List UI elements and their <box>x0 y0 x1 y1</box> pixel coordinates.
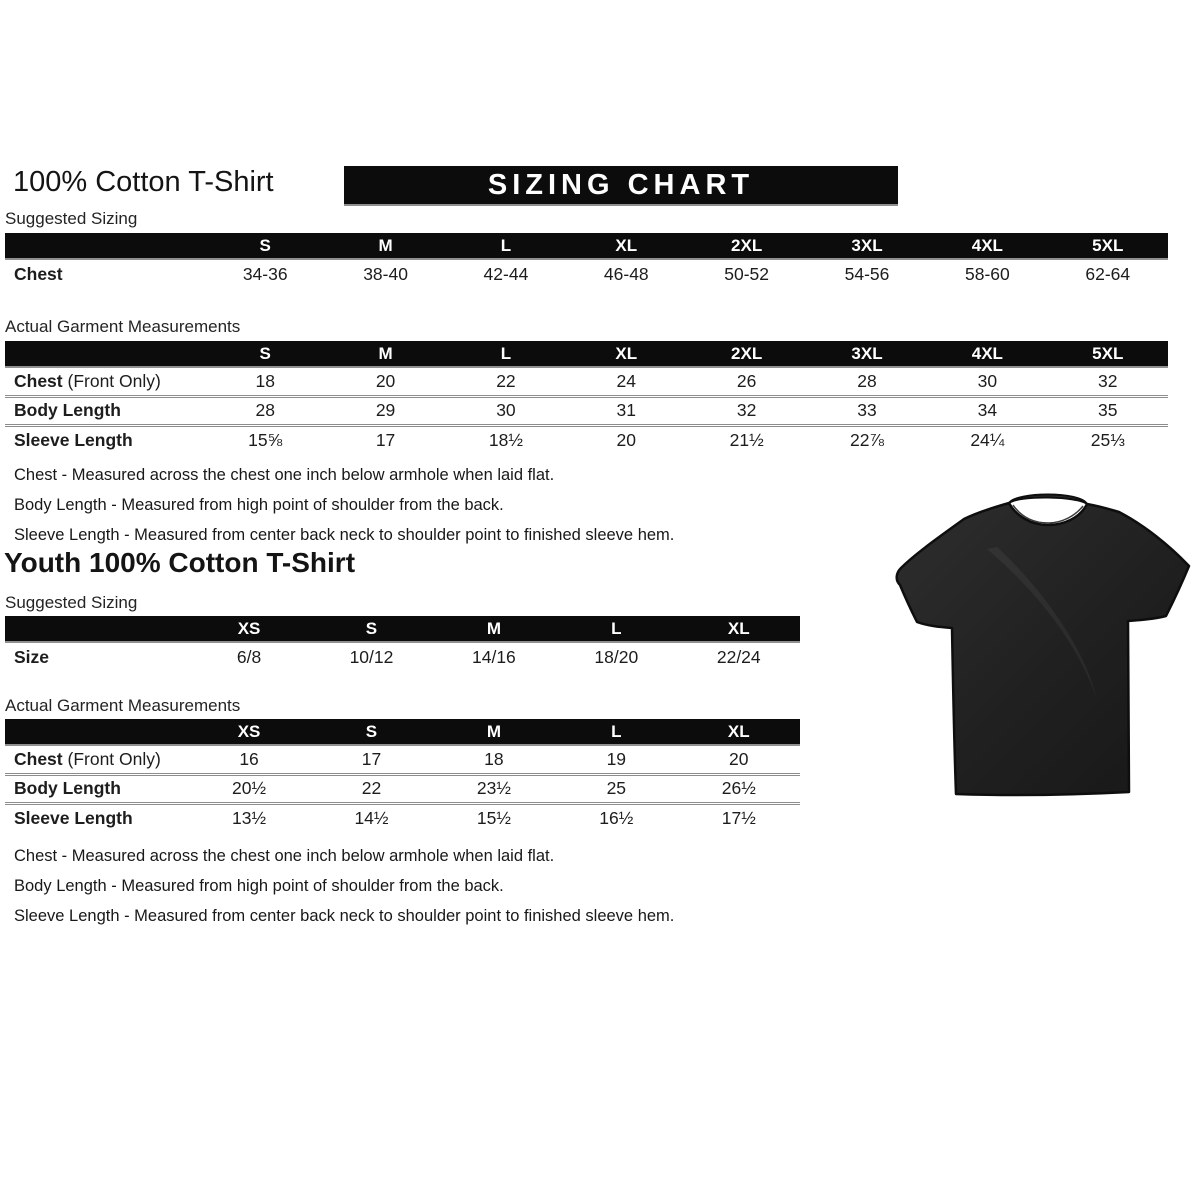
sizing-chart-banner <box>344 166 898 206</box>
measurement-value: 33 <box>857 400 877 420</box>
size-column-header: M <box>325 341 445 367</box>
measurement-value: 25 <box>606 778 627 798</box>
youth-suggested-sizing-table <box>5 616 800 671</box>
measurement-value: 16 <box>239 748 259 769</box>
size-table-header-row <box>5 341 1168 367</box>
row-label: Sleeve Length <box>14 429 133 450</box>
size-table-header-row <box>5 719 800 745</box>
adult-actual-measurements-table <box>5 341 1168 454</box>
adult-suggested-sizing-table <box>5 233 1168 288</box>
measurement-value: 21½ <box>729 429 764 450</box>
measurement-value: 32 <box>1098 370 1118 391</box>
measurement-value: 26 <box>736 370 757 391</box>
measurement-row <box>5 803 800 832</box>
measurement-value: 18 <box>484 748 504 769</box>
row-label: Body Length <box>14 400 121 420</box>
header-corner-cell <box>5 719 188 745</box>
measurement-row <box>5 259 1168 288</box>
measurement-value: 19 <box>606 748 627 769</box>
measurement-value: 54-56 <box>844 263 890 284</box>
size-column-header: 2XL <box>686 233 806 259</box>
measurement-value: 13½ <box>232 807 267 828</box>
measurement-value: 38-40 <box>363 263 408 284</box>
measurement-value: 18/20 <box>594 646 639 667</box>
measurement-value: 28 <box>857 370 877 391</box>
measurement-value: 32 <box>736 400 757 420</box>
measurement-row <box>5 367 1168 396</box>
size-column-header: XS <box>188 719 310 745</box>
measurement-value: 50-52 <box>724 263 770 284</box>
size-column-header: XL <box>678 719 800 745</box>
youth-actual-measurements-label: Actual Garment Measurements <box>5 696 800 722</box>
measurement-value: 20 <box>616 429 637 450</box>
measurement-value: 15⅝ <box>248 429 283 450</box>
measurement-value: 22 <box>496 370 516 391</box>
measurement-value: 16½ <box>599 807 634 828</box>
row-label: Chest (Front Only) <box>14 370 161 391</box>
black-tshirt-photo <box>892 489 1194 809</box>
size-column-header: S <box>205 341 325 367</box>
note-sleeve-length: Sleeve Length - Measured from center back neck to shoulder point to finished sleeve hem. <box>14 907 675 925</box>
measurement-value: 31 <box>616 400 637 420</box>
size-column-header: XL <box>566 233 686 259</box>
measurement-value: 42-44 <box>483 263 529 284</box>
measurement-row <box>5 745 800 774</box>
header-corner-cell <box>5 233 205 259</box>
measurement-value: 29 <box>375 400 396 420</box>
size-column-header: L <box>446 341 566 367</box>
size-column-header: XS <box>188 616 310 642</box>
note-chest: Chest - Measured across the chest one inch below armhole when laid flat. <box>14 847 555 865</box>
size-table-header-row <box>5 233 1168 259</box>
measurement-value: 34 <box>977 400 998 420</box>
measurement-row <box>5 774 800 803</box>
measurement-value: 18½ <box>488 429 523 450</box>
adult-actual-measurements-label: Actual Garment Measurements <box>5 317 1168 343</box>
measurement-row <box>5 396 1168 425</box>
row-label: Chest (Front Only) <box>14 748 161 769</box>
measurement-value: 22 <box>361 778 382 798</box>
size-column-header: 3XL <box>807 233 927 259</box>
tshirt-body-shape <box>897 503 1189 795</box>
measurement-value: 35 <box>1098 400 1118 420</box>
measurement-value: 17 <box>361 748 382 769</box>
measurement-value: 14/16 <box>472 646 516 667</box>
row-label: Size <box>14 646 50 667</box>
measurement-value: 15½ <box>476 807 511 828</box>
youth-actual-measurements-table <box>5 719 800 832</box>
measurement-value: 20½ <box>232 778 267 798</box>
sizing-chart-banner-label: SIZING CHART <box>487 168 755 201</box>
measurement-value: 62-64 <box>1085 263 1131 284</box>
measurement-value: 28 <box>255 400 275 420</box>
size-column-header: L <box>555 616 677 642</box>
tshirt-illustration <box>892 489 1194 809</box>
size-column-header: 5XL <box>1048 341 1168 367</box>
size-table-header-row <box>5 616 800 642</box>
size-column-header: 4XL <box>927 233 1047 259</box>
size-column-header: 5XL <box>1048 233 1168 259</box>
youth-suggested-sizing-label: Suggested Sizing <box>5 593 800 619</box>
note-body-length: Body Length - Measured from high point of shoulder from the back. <box>14 877 504 895</box>
note-chest: Chest - Measured across the chest one inch below armhole when laid flat. <box>14 466 555 484</box>
measurement-value: 58-60 <box>964 263 1010 284</box>
youth-measurement-notes <box>14 841 674 931</box>
adult-section-title: 100% Cotton T-Shirt <box>13 166 274 198</box>
size-column-header: L <box>555 719 677 745</box>
measurement-value: 22⅞ <box>849 429 885 450</box>
size-column-header: 2XL <box>686 341 806 367</box>
measurement-value: 30 <box>977 370 998 391</box>
size-column-header: M <box>433 616 555 642</box>
size-column-header: XL <box>678 616 800 642</box>
measurement-value: 22/24 <box>716 646 761 667</box>
row-label: Body Length <box>14 778 121 798</box>
measurement-value: 20 <box>375 370 396 391</box>
measurement-value: 30 <box>496 400 516 420</box>
tshirt-collar <box>1009 495 1087 505</box>
row-label: Chest <box>14 263 63 284</box>
adult-measurement-notes <box>14 460 674 550</box>
note-sleeve-length: Sleeve Length - Measured from center back neck to shoulder point to finished sleeve hem. <box>14 526 675 544</box>
measurement-value: 34-36 <box>242 263 288 284</box>
adult-suggested-sizing-label: Suggested Sizing <box>5 209 1168 235</box>
measurement-row <box>5 642 800 671</box>
size-column-header: XL <box>566 341 686 367</box>
measurement-value: 24 <box>616 370 637 391</box>
measurement-value: 24¼ <box>970 429 1005 450</box>
size-column-header: M <box>325 233 445 259</box>
youth-section-title: Youth 100% Cotton T-Shirt <box>4 547 356 578</box>
size-column-header: 4XL <box>927 341 1047 367</box>
row-label: Sleeve Length <box>14 807 133 828</box>
measurement-value: 17 <box>375 429 396 450</box>
measurement-value: 26½ <box>721 778 756 798</box>
measurement-value: 25⅓ <box>1090 429 1125 450</box>
size-column-header: L <box>446 233 566 259</box>
size-column-header: M <box>433 719 555 745</box>
measurement-value: 20 <box>729 748 749 769</box>
measurement-value: 10/12 <box>349 646 394 667</box>
size-column-header: S <box>205 233 325 259</box>
note-body-length: Body Length - Measured from high point of shoulder from the back. <box>14 496 504 514</box>
measurement-row <box>5 425 1168 454</box>
header-corner-cell <box>5 341 205 367</box>
measurement-value: 14½ <box>354 807 389 828</box>
size-column-header: S <box>310 616 432 642</box>
measurement-value: 23½ <box>476 778 511 798</box>
measurement-value: 6/8 <box>236 646 262 667</box>
measurement-value: 17½ <box>721 807 756 828</box>
size-column-header: 3XL <box>807 341 927 367</box>
size-column-header: S <box>310 719 432 745</box>
header-corner-cell <box>5 616 188 642</box>
measurement-value: 46-48 <box>603 263 649 284</box>
measurement-value: 18 <box>255 370 275 391</box>
